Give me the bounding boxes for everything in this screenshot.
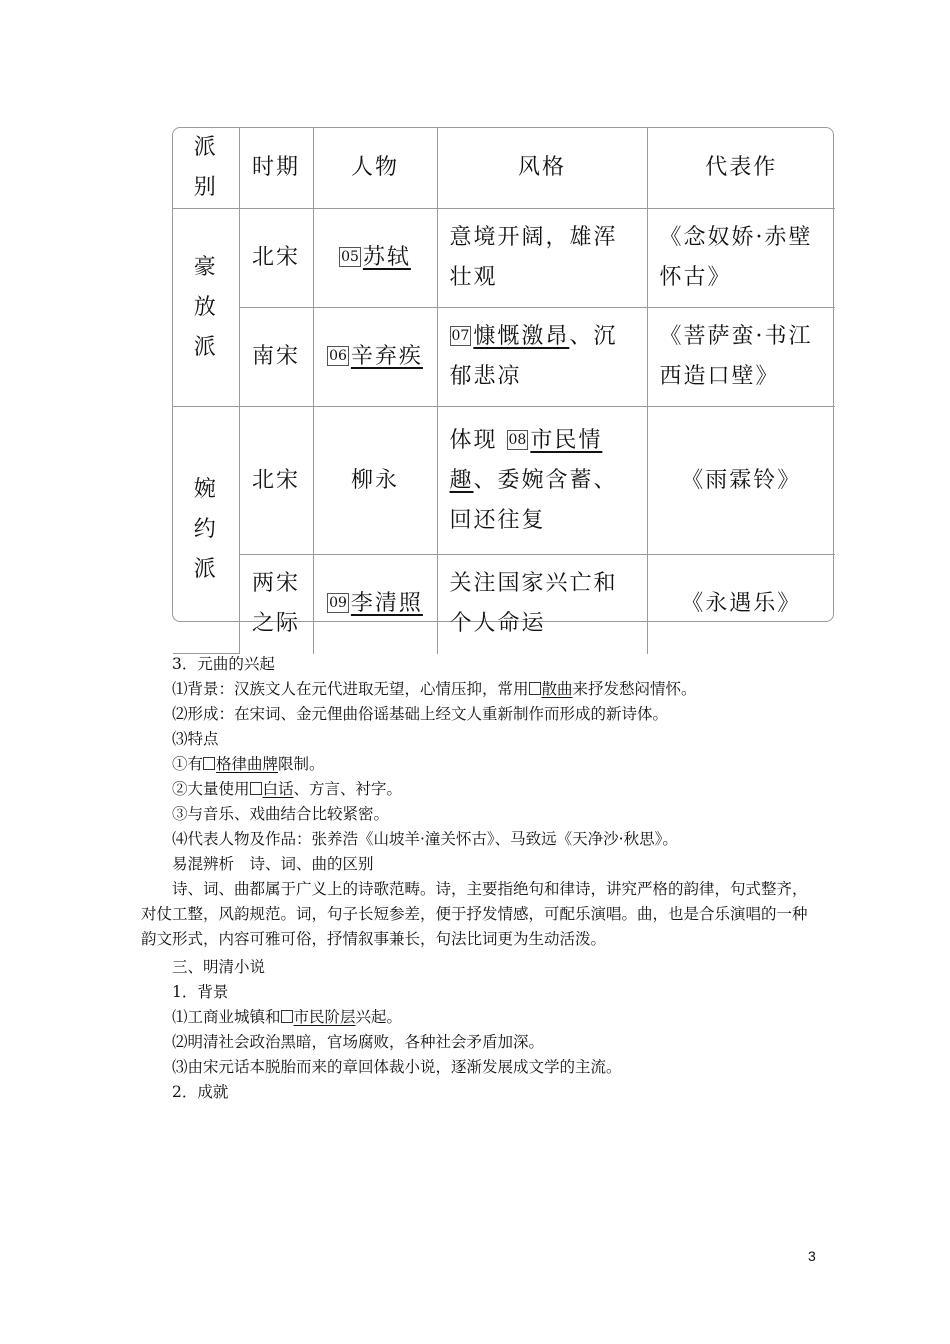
- work-cell: 《永遇乐》: [647, 555, 835, 654]
- section-heading: 3．元曲的兴起: [172, 655, 275, 673]
- style-cell: 07 慷慨激昂、沉郁悲凉: [437, 308, 647, 407]
- style-cell: 关注国家兴亡和个人命运: [437, 555, 647, 654]
- text-line: ③与音乐、戏曲结合比较紧密。: [172, 805, 390, 823]
- blank-number-box: 09: [329, 595, 347, 612]
- work-cell: 《菩萨蛮·书江西造口壁》: [647, 308, 835, 407]
- school-haofang: 豪放派: [173, 209, 239, 407]
- text-line: ⑵明清社会政治黑暗，官场腐败，各种社会矛盾加深。: [172, 1033, 545, 1051]
- blank-box-icon: [281, 1010, 293, 1023]
- section-heading: 1．背景: [172, 983, 229, 1001]
- blank-box-icon: [529, 682, 541, 695]
- table-header-row: [173, 128, 835, 209]
- body-text-2: [172, 955, 822, 1105]
- text-line: 易混辨析 诗、词、曲的区别: [172, 855, 374, 873]
- table-row: [173, 555, 835, 654]
- header-work: 代表作: [647, 128, 835, 209]
- text-line: ②大量使用 白话、方言、衬字。: [172, 780, 403, 798]
- blank-box-icon: [203, 757, 215, 770]
- work-cell: 《雨霖铃》: [647, 407, 835, 555]
- period-cell: 北宋: [239, 407, 313, 555]
- style-cell: 体现 08 市民情趣、委婉含蓄、回还往复: [437, 407, 647, 555]
- comparison-paragraph: 诗、词、曲都属于广义上的诗歌范畴。诗，主要指绝句和律诗，讲究严格的韵律，句式整齐， 对仗工整，风韵规范。词，句子长短参差，便于抒发情感，可配乐演唱。曲，也是合乐演唱的一种 韵文形式，内容可雅可俗，抒情叙事兼长，句法比词更为生动活泼。: [141, 880, 808, 948]
- blank-number-box: 05: [341, 249, 359, 265]
- blank-number-box: 06: [329, 348, 347, 364]
- literature-table: [172, 127, 834, 637]
- work-cell: 《念奴娇·赤壁怀古》: [647, 209, 835, 308]
- ci-schools-table: [173, 128, 835, 654]
- table-row: [173, 308, 835, 407]
- text-line: ⑴背景：汉族文人在元代进取无望，心情压抑，常用 散曲来抒发愁闷情怀。: [172, 680, 697, 698]
- school-wanyue: 婉约派: [173, 407, 239, 654]
- period-cell: 两宋之际: [239, 555, 313, 654]
- person-cell: 09 李清照: [313, 555, 437, 654]
- table-row: [173, 407, 835, 555]
- text-line: ⑶特点: [172, 730, 219, 748]
- text-line: ⑶由宋元话本脱胎而来的章回体裁小说，逐渐发展成文学的主流。: [172, 1058, 622, 1076]
- blank-box-icon: [250, 782, 262, 795]
- style-cell: 意境开阔，雄浑壮观: [437, 209, 647, 308]
- header-style: 风格: [437, 128, 647, 209]
- table-row: [173, 209, 835, 308]
- period-cell: 北宋: [239, 209, 313, 308]
- header-period: 时期: [239, 128, 313, 209]
- header-person: 人物: [313, 128, 437, 209]
- person-cell: 柳永: [313, 407, 437, 555]
- blank-number-box: 07: [451, 328, 470, 344]
- section-heading: 2．成就: [172, 1083, 229, 1101]
- person-cell: 06 辛弃疾: [313, 308, 437, 407]
- text-line: ⑵形成：在宋词、金元俚曲俗谣基础上经文人重新制作而形成的新诗体。: [172, 705, 669, 723]
- person-cell: 05 苏轼: [313, 209, 437, 308]
- blank-number-box: 08: [508, 431, 527, 448]
- section-heading: 三、明清小说: [172, 958, 266, 976]
- page-number: 3: [808, 1248, 816, 1264]
- text-line: ①有 格律曲牌限制。: [172, 755, 325, 773]
- text-line: ⑷代表人物及作品：张养浩《山坡羊·潼关怀古》、马致远《天净沙·秋思》。: [172, 830, 678, 848]
- period-cell: 南宋: [239, 308, 313, 407]
- header-school: 派别: [173, 128, 239, 209]
- text-line: ⑴工商业城镇和 市民阶层兴起。: [172, 1008, 403, 1026]
- body-text: [172, 652, 822, 877]
